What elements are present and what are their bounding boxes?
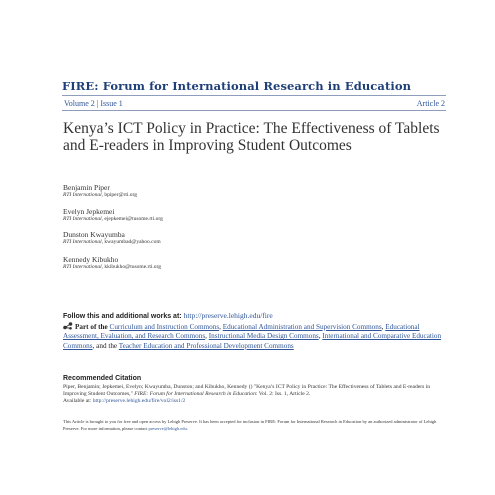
access-end: .: [186, 425, 188, 431]
commons-link[interactable]: Instructional Media Design Commons: [208, 332, 319, 341]
author-email: , ejepkemei@tusome.rti.org: [101, 216, 163, 222]
citation-body: Piper, Benjamin; Jepkemei, Evelyn; Kwayumba, Dunston; and Kibukho, Kennedy () "Kenya’s ICT Policy in Practice: The Effectiveness of Tablets and E-readers in Improving Student Outcomes,": [63, 384, 431, 398]
part-of-commons: [63, 322, 448, 351]
follow-works: [63, 311, 453, 320]
article-number: Article 2: [416, 99, 445, 108]
author-name: Benjamin Piper: [63, 183, 110, 192]
commons-link[interactable]: Curriculum and Instruction Commons: [109, 323, 220, 331]
header-rule-top: [62, 95, 446, 96]
contact-email-link[interactable]: preserve@lehigh.edu: [148, 425, 187, 431]
citation-text: [63, 384, 449, 406]
commons-separator: , and the: [92, 341, 119, 350]
volume-issue-link[interactable]: Volume 2 | Issue 1: [64, 99, 123, 108]
author-email: , kkibukho@tusome.rti.org: [101, 264, 162, 270]
follow-link[interactable]: http://preserve.lehigh.edu/fire: [183, 311, 273, 320]
author-email: , bpiper@rti.org: [101, 192, 138, 198]
follow-label: Follow this and additional works at:: [63, 313, 184, 320]
commons-separator: ,: [219, 323, 223, 331]
author-name: Dunston Kwayumba: [63, 230, 125, 239]
commons-link[interactable]: International and Comparative Education Commons: [63, 332, 442, 350]
commons-network-icon: [63, 322, 73, 330]
author-name: Kennedy Kibukho: [63, 255, 119, 264]
citation-heading: Recommended Citation: [63, 375, 142, 382]
journal-title[interactable]: FIRE: Forum for International Research in Education: [62, 79, 412, 93]
commons-link[interactable]: Educational Assessment, Evaluation, and Research Commons: [63, 323, 420, 341]
author-affiliation: [63, 216, 163, 223]
author-org: RTI International: [63, 239, 102, 245]
commons-link[interactable]: Teacher Education and Professional Development Commons: [118, 341, 294, 350]
citation-volume: : Vol. 2: Iss. 1, Article 2.: [255, 391, 311, 398]
author-affiliation: [63, 264, 161, 271]
access-text: This Article is brought to you for free and open access by Lehigh Preserve. It has been accepted for inclusion in FIRE: Forum for International Research in Education by an authorized administrator of Lehigh Preserve. For more information, please contact: [63, 419, 437, 431]
author-affiliation: [63, 239, 161, 246]
author-block: [63, 183, 137, 199]
citation-link[interactable]: http://preserve.lehigh.edu/fire/vol2/iss1/2: [92, 398, 186, 405]
author-org: RTI International: [63, 216, 102, 222]
commons-separator: ,: [318, 332, 323, 341]
paper-title: Kenya’s ICT Policy in Practice: The Effectiveness of Tablets and E-readers in Improving Student Outcomes: [63, 120, 440, 154]
citation-available-label: Available at:: [63, 398, 93, 405]
citation-journal: FIRE: Forum for International Research in Education: [134, 391, 256, 398]
access-notice: [63, 419, 451, 432]
header-rule-bottom: [62, 110, 446, 111]
author-block: [63, 255, 161, 271]
author-block: [63, 230, 161, 246]
author-org: RTI International: [63, 192, 102, 198]
commons-separator: ,: [381, 323, 386, 331]
commons-separator: ,: [205, 332, 209, 341]
commons-link[interactable]: Educational Administration and Supervision Commons: [222, 323, 382, 331]
part-of-prefix: Part of the: [75, 323, 110, 331]
author-name: Evelyn Jepkemei: [63, 207, 115, 216]
author-block: [63, 207, 163, 223]
author-affiliation: [63, 192, 137, 199]
author-org: RTI International: [63, 264, 102, 270]
author-email: , kwayumbad@yahoo.com: [101, 239, 161, 245]
